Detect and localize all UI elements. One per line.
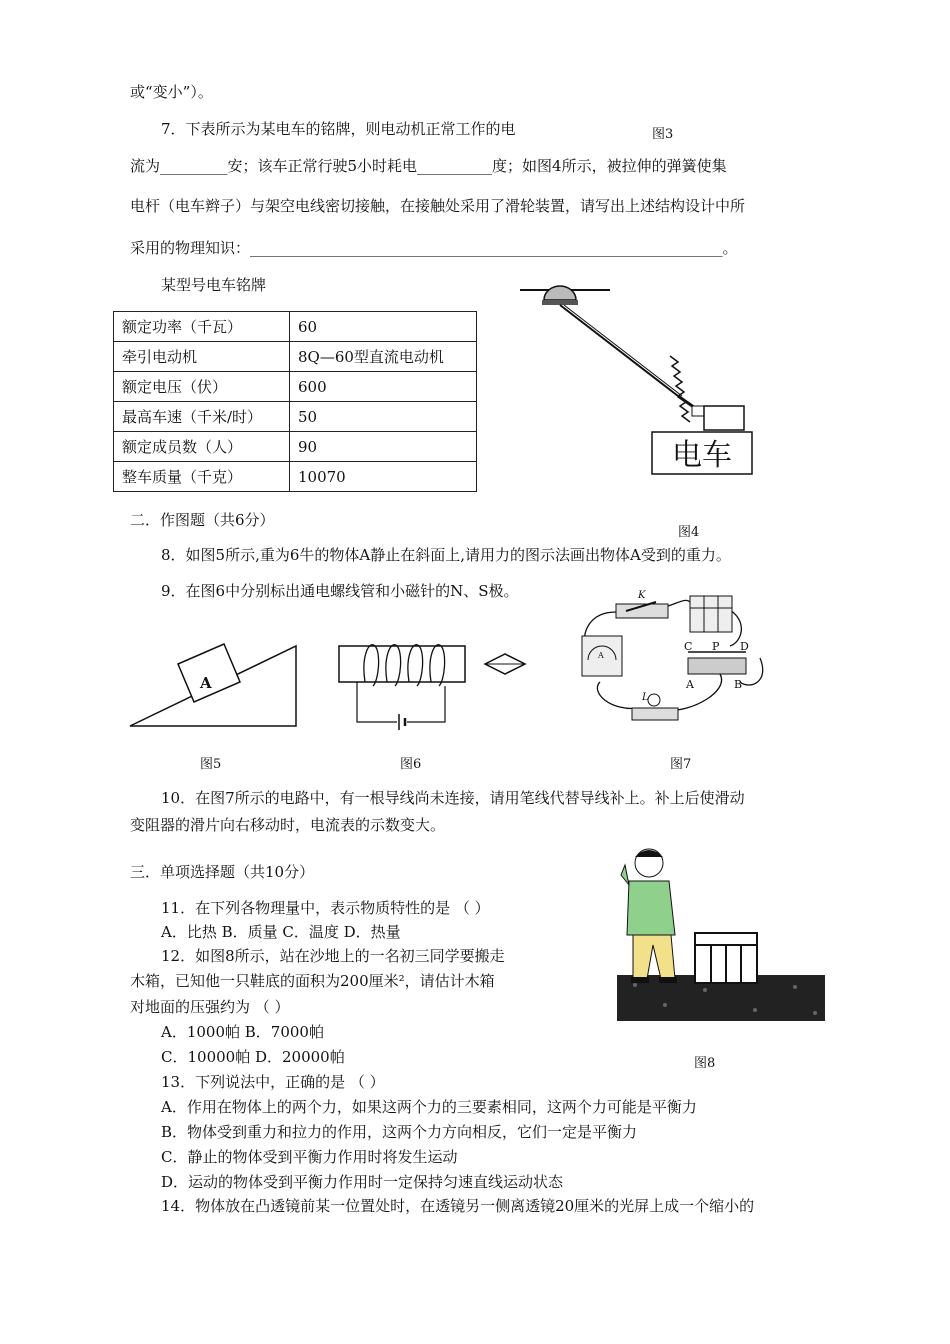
table-cell-value: 8Q—60型直流电动机 bbox=[290, 342, 477, 372]
table-cell-key: 最高车速（千米/时） bbox=[114, 402, 290, 432]
table-cell-key: 牵引电动机 bbox=[114, 342, 290, 372]
figure-7-caption: 图7 bbox=[670, 757, 692, 772]
table-row bbox=[114, 462, 477, 492]
lamp-bulb bbox=[648, 694, 660, 706]
table-row bbox=[114, 432, 477, 462]
figure-4-trolley-pole bbox=[520, 278, 760, 483]
figure-8-student-box bbox=[615, 845, 827, 1025]
section-3-heading: 三．单项选择题（共10分） bbox=[130, 863, 315, 881]
question-7-line-2: 流为_________安；该车正常行驶5小时耗电__________度；如图4所示，被拉伸的弹簧使集 bbox=[130, 157, 727, 175]
terminal-d-label: D bbox=[740, 640, 749, 653]
figure-5-caption: 图5 bbox=[200, 757, 222, 772]
question-14: 14．物体放在凸透镜前某一位置处时，在透镜另一侧离透镜20厘米的光屏上成一个缩小的 bbox=[161, 1197, 755, 1215]
question-12-line-2: 木箱，已知他一只鞋底的面积为200厘米²，请估计木箱 bbox=[130, 972, 495, 990]
battery bbox=[690, 596, 732, 632]
figure-3-caption: 图3 bbox=[652, 127, 674, 142]
question-11-options: A．比热 B．质量 C．温度 D．热量 bbox=[161, 923, 401, 941]
question-13-option-b: B．物体受到重力和拉力的作用，这两个力方向相反，它们一定是平衡力 bbox=[161, 1123, 638, 1141]
table-cell-value: 50 bbox=[290, 402, 477, 432]
table-cell-key: 额定功率（千瓦） bbox=[114, 312, 290, 342]
table-cell-value: 60 bbox=[290, 312, 477, 342]
student-pants bbox=[633, 935, 675, 979]
section-2-heading: 二．作图题（共6分） bbox=[130, 511, 275, 529]
table-cell-value: 600 bbox=[290, 372, 477, 402]
trolley-car-label: 电车 bbox=[672, 438, 732, 473]
question-12-line-3: 对地面的压强约为 （ ） bbox=[130, 998, 290, 1016]
question-11: 11．在下列各物理量中，表示物质特性的是 （ ） bbox=[161, 899, 490, 917]
question-12-options-ab: A．1000帕 B．7000帕 bbox=[161, 1023, 324, 1041]
question-7-line-3: 电杆（电车辫子）与架空电线密切接触，在接触处采用了滑轮装置，请写出上述结构设计中所 bbox=[130, 197, 746, 215]
question-8: 8．如图5所示,重为6牛的物体A静止在斜面上,请用力的图示法画出物体A受到的重力。 bbox=[161, 546, 731, 564]
switch-label: K bbox=[638, 590, 646, 601]
text-line: 或“变小”）。 bbox=[130, 83, 213, 101]
figure-6-solenoid bbox=[335, 636, 535, 734]
question-10-line-1: 10．在图7所示的电路中，有一根导线尚未连接，请用笔线代替导线补上。补上后使滑动 bbox=[161, 789, 745, 807]
terminal-c-label: C bbox=[684, 640, 693, 653]
table-cell-value: 90 bbox=[290, 432, 477, 462]
table-title: 某型号电车铭牌 bbox=[161, 276, 267, 294]
figure-7-circuit bbox=[570, 582, 770, 732]
table-row bbox=[114, 372, 477, 402]
terminal-p-label: P bbox=[712, 640, 720, 653]
question-7-line-4: 采用的物理知识：_______________________________________________________________。 bbox=[130, 239, 738, 257]
table-cell-key: 整车质量（千克） bbox=[114, 462, 290, 492]
table-row bbox=[114, 402, 477, 432]
question-12-options-cd: C．10000帕 D．20000帕 bbox=[161, 1048, 345, 1066]
table-row bbox=[114, 312, 477, 342]
table-cell-key: 额定成员数（人） bbox=[114, 432, 290, 462]
ammeter-label: A bbox=[598, 651, 604, 660]
lamp-label: L bbox=[642, 692, 649, 703]
table-cell-key: 额定电压（伏） bbox=[114, 372, 290, 402]
question-7-line-1: 7．下表所示为某电车的铭牌，则电动机正常工作的电 bbox=[161, 120, 516, 138]
figure-5-incline bbox=[128, 640, 300, 732]
question-13-option-c: C．静止的物体受到平衡力作用时将发生运动 bbox=[161, 1148, 458, 1166]
lamp-base bbox=[632, 708, 678, 720]
question-12-line-1: 12．如图8所示，站在沙地上的一名初三同学要搬走 bbox=[161, 947, 505, 965]
table-row bbox=[114, 342, 477, 372]
question-13: 13．下列说法中，正确的是 （ ） bbox=[161, 1073, 385, 1091]
terminal-a-label: A bbox=[686, 678, 694, 691]
table-cell-value: 10070 bbox=[290, 462, 477, 492]
student-shirt bbox=[627, 881, 675, 935]
block-label: A bbox=[200, 674, 212, 692]
figure-6-caption: 图6 bbox=[400, 757, 422, 772]
figure-4-caption: 图4 bbox=[678, 525, 700, 540]
figure-8-caption: 图8 bbox=[694, 1056, 716, 1071]
question-13-option-a: A．作用在物体上的两个力，如果这两个力的三要素相同，这两个力可能是平衡力 bbox=[161, 1098, 697, 1116]
question-13-option-d: D．运动的物体受到平衡力作用时一定保持匀速直线运动状态 bbox=[161, 1173, 564, 1191]
rheostat bbox=[688, 658, 746, 674]
question-10-line-2: 变阻器的滑片向右移动时，电流表的示数变大。 bbox=[130, 816, 446, 834]
terminal-b-label: B bbox=[734, 678, 743, 691]
nameplate-table bbox=[113, 311, 477, 492]
question-9: 9．在图6中分别标出通电螺线管和小磁针的N、S极。 bbox=[161, 582, 519, 600]
